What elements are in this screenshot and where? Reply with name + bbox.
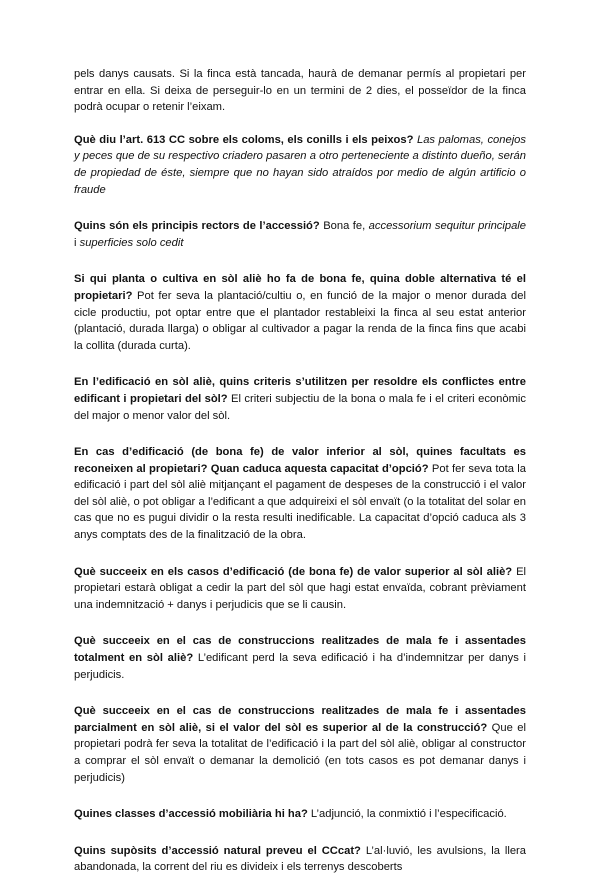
question-text: Si qui planta o cultiva en sòl aliè ho fa de bona fe, quina doble alternativa té el propietari? <box>74 273 526 302</box>
answer-text: Pot fer seva tota la edificació i part del sòl aliè mitjançant el pagament de despeses de la construcció i el valor del sòl aliè, o pot obligar a l’edificant a que adquireixi el sòl envaït (o la totalitat del solar en cas que no es pugui dividir o la resta resulti inedificable. La capacitat d’opció caduca als 3 anys comptats des de la finalització de la obra. <box>74 462 527 542</box>
qa-item-valor-superior <box>74 564 526 614</box>
question-text: Quines classes d’accessió mobiliària hi ha? <box>74 808 308 821</box>
qa-item-valor-inferior <box>74 444 526 544</box>
question-text: Què diu l’art. 613 CC sobre els coloms, els conills i els peixos? <box>74 133 414 146</box>
answer-text: Bona fe, <box>323 220 366 233</box>
answer-italic-text: Las palomas, conejos y peces que de su respectivo criadero pasaren a otro perteneciente a distinto dueño, serán de propiedad de éste, siempre que no hayan sido atraídos por medio de algún artificio o fraude <box>74 133 527 196</box>
question-text: En cas d’edificació (de bona fe) de valor inferior al sòl, quines facultats es reconeixen al propietari? Quan caduca aquesta capacitat d’opció? <box>74 446 526 475</box>
question-text: Què succeeix en els casos d’edificació (de bona fe) de valor superior al sòl aliè? <box>74 565 513 578</box>
question-text: Què succeeix en el cas de construccions realitzades de mala fe i assentades totalment en sòl aliè? <box>74 635 526 665</box>
qa-item-mala-fe-parcial <box>74 703 526 786</box>
question-text: Quins són els principis rectors de l’accessió? <box>74 220 320 233</box>
qa-item-art-613 <box>74 132 526 198</box>
answer-text: Pot fer seva la plantació/cultiu o, en funció de la major o menor durada del cicle productiu, pot optar entre que el plantador restableixi la finca al seu estat anterior (plantació, durada llarga) o obligar al cultivador a pagar la renda de la finca fins que acabi la collita (durada curta). <box>74 289 526 352</box>
qa-item-criteris <box>74 374 526 424</box>
qa-item-mala-fe-total <box>74 633 526 683</box>
answer-text: El propietari estarà obligat a cedir la part del sòl que hagi estat envaïda, cobrant prèviament una indemnització + danys i perjudicis que se li causin. <box>74 565 527 611</box>
answer-text: Que el propietari podrà fer seva la totalitat de l’edificació i la part del sòl aliè, obligar al constructor a comprar el sòl envaït o demanar la demolició (en tots casos es pot demanar danys i perjudicis) <box>74 721 526 784</box>
answer-text: L’edificant perd la seva edificació i ha d’indemnitzar per danys i perjudicis. <box>74 652 526 681</box>
answer-text: L’al·luvió, les avulsions, la llera abandonada, la corrent del riu es divideix i els terrenys descoberts <box>74 844 527 874</box>
answer-italic-text-2: superficies solo cedit <box>79 236 184 249</box>
answer-text: L’adjunció, la conmixtió i l’especificació. <box>310 808 507 821</box>
question-text: Quins supòsits d’accessió natural preveu el CCcat? <box>74 844 361 857</box>
qa-item-accessio-mobiliaria <box>74 806 526 823</box>
intro-paragraph: pels danys causats. Si la finca està tancada, haurà de demanar permís al propietari per entrar en ella. Si deixa de perseguir-lo en un termini de 2 dies, el posseïdor de la finca podrà ocupar o retenir l’eixam. <box>74 68 526 114</box>
question-text: En l’edificació en sòl aliè, quins criteris s’utilitzen per resoldre els conflictes entre edificant i propietari del sòl? <box>74 376 526 405</box>
answer-text: El criteri subjectiu de la bona o mala fe i el criteri econòmic del major o menor valor del sòl. <box>74 392 526 422</box>
qa-item-principis <box>74 218 526 251</box>
qa-item-plantacio <box>74 271 526 354</box>
answer-italic-text: accessorium sequitur principale <box>368 220 527 233</box>
question-text: Què succeeix en el cas de construccions realitzades de mala fe i assentades parcialment en sòl aliè, si el valor del sòl es superior al de la construcció? <box>74 705 526 734</box>
answer-conjunction: i <box>74 236 77 249</box>
